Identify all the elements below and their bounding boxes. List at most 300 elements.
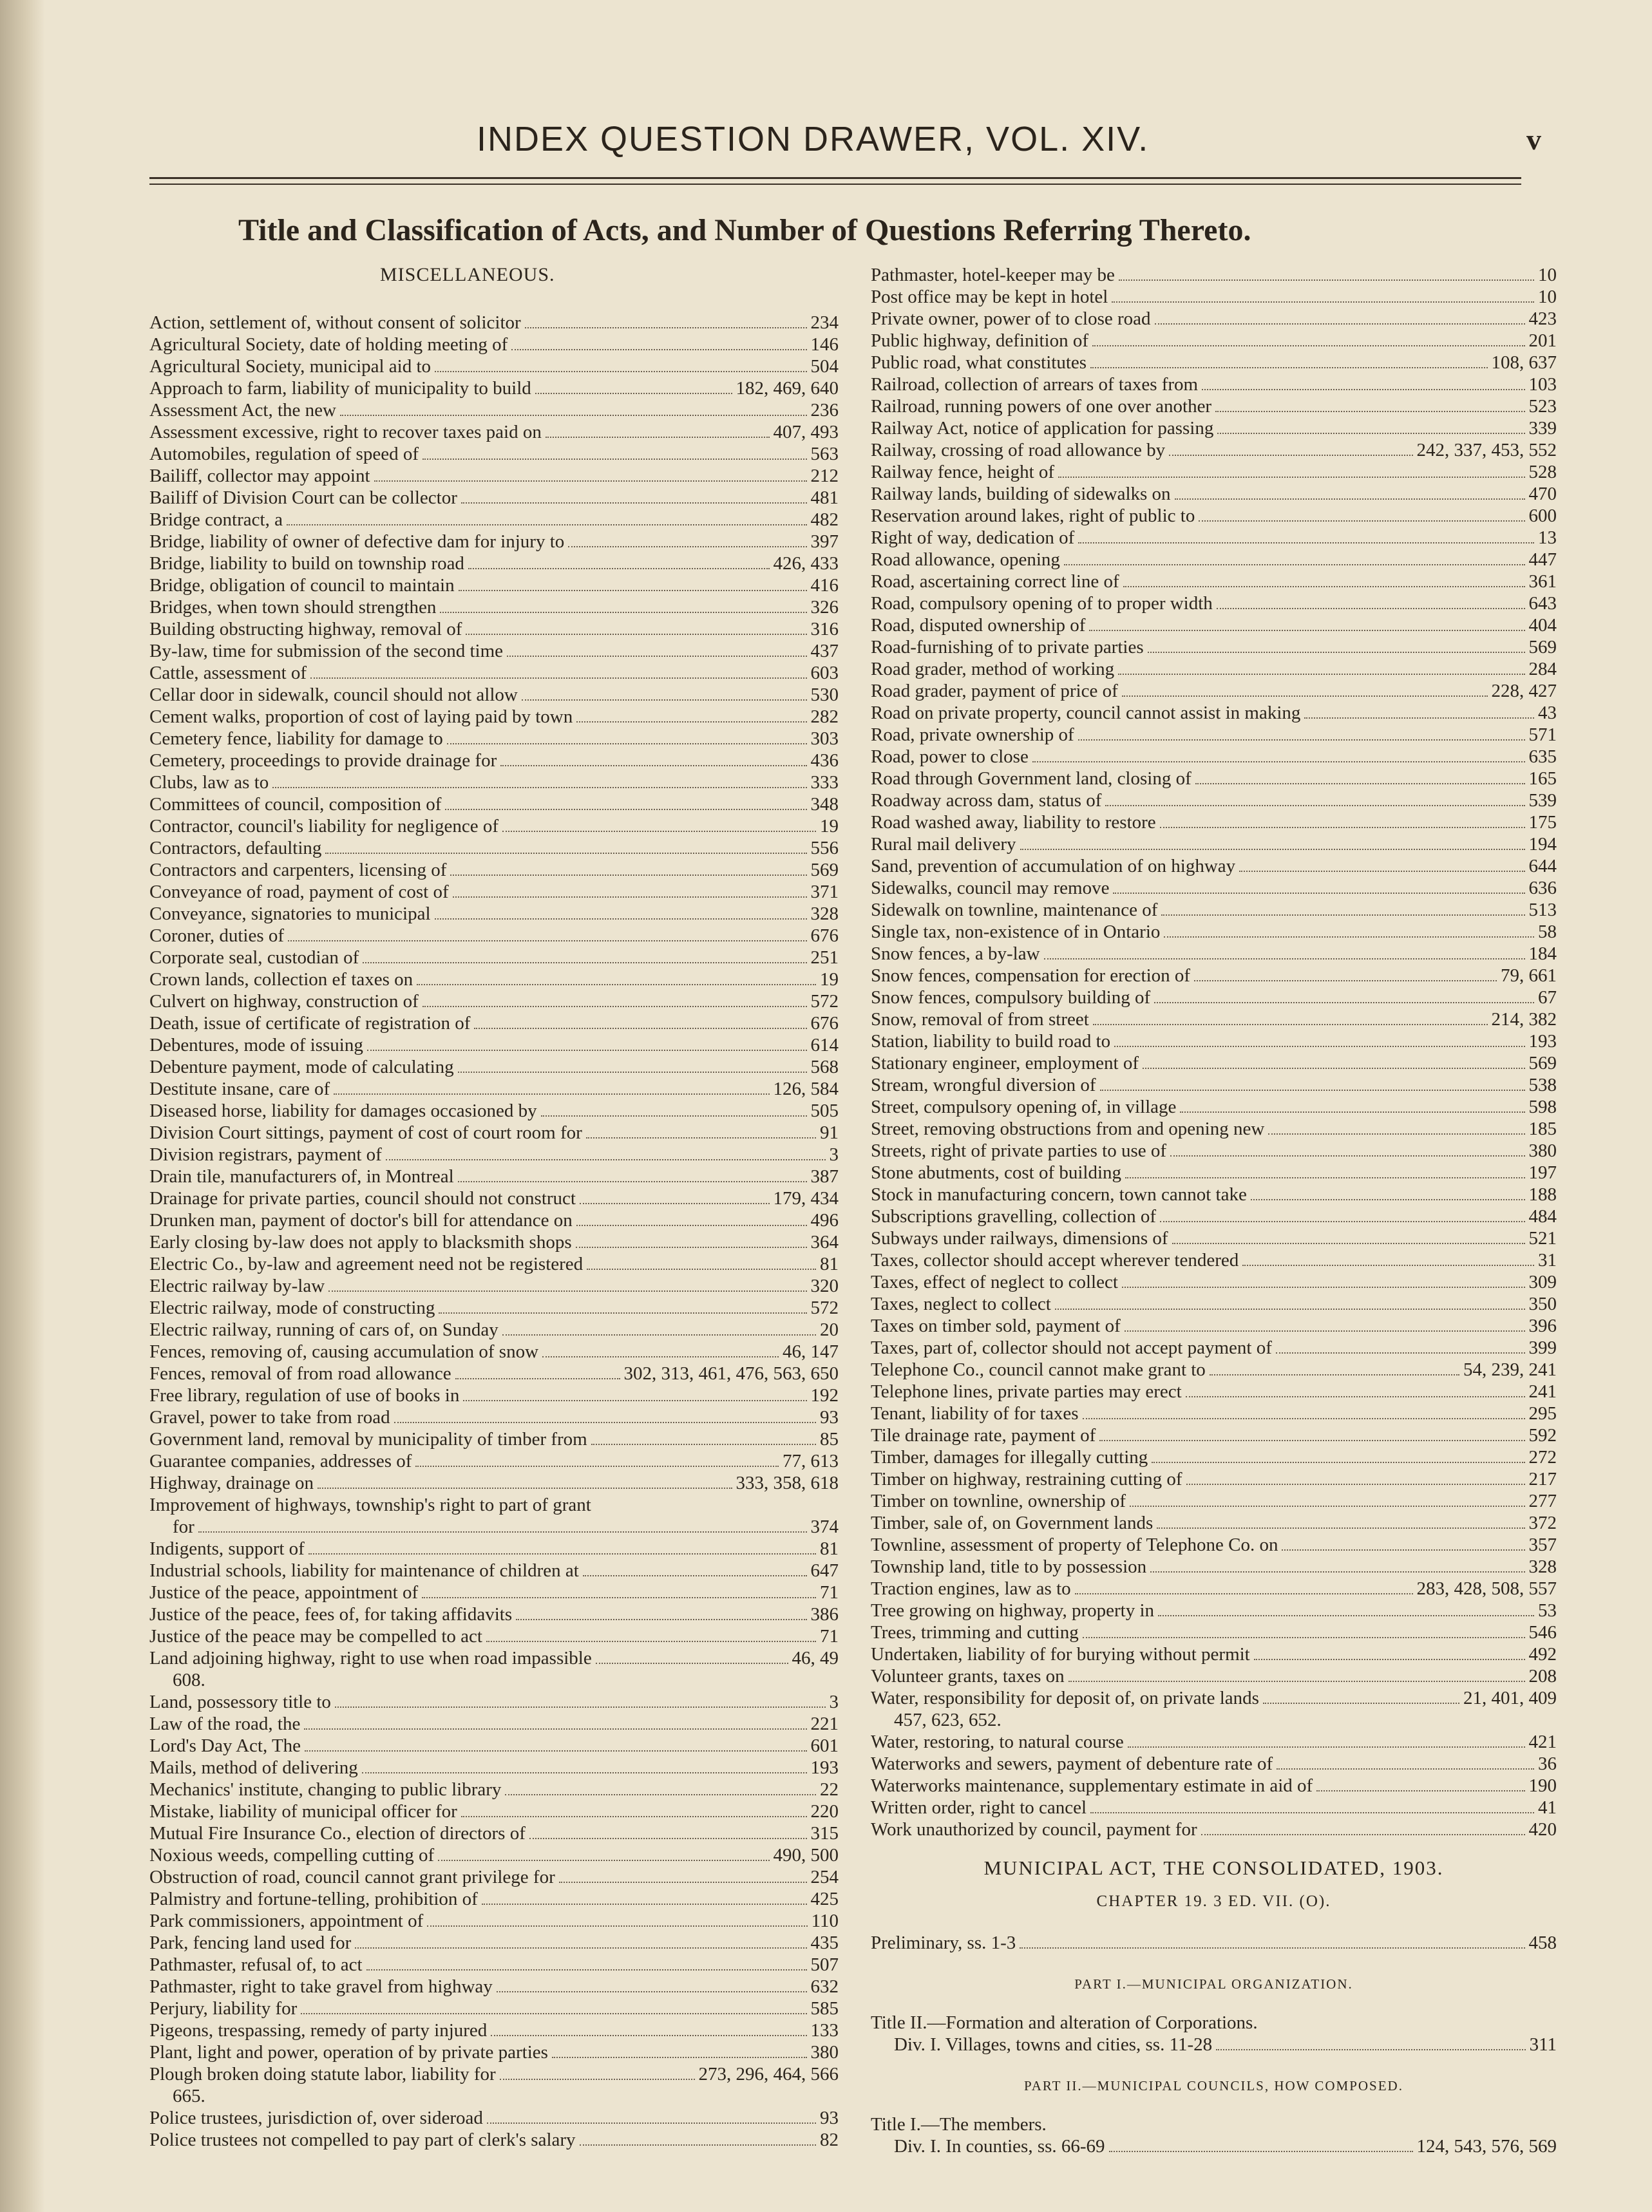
entry-pages: 328 <box>810 903 839 924</box>
entry-pages: 404 <box>1528 615 1557 636</box>
index-entry <box>871 1621 1557 1643</box>
index-entry <box>871 1731 1557 1753</box>
index-entry <box>149 990 839 1012</box>
entry-label: Death, issue of certificate of registration of <box>149 1013 471 1034</box>
dot-leader <box>580 1203 770 1204</box>
entry-pages: 71 <box>820 1626 839 1647</box>
entry-pages: 22 <box>820 1779 839 1800</box>
index-entry <box>149 1100 839 1122</box>
entry-label: Debentures, mode of issuing <box>149 1035 363 1055</box>
dot-leader <box>417 984 816 985</box>
entry-pages: 212 <box>810 466 839 486</box>
entry-label: Pathmaster, refusal of, to act <box>149 1954 363 1975</box>
dot-leader <box>1058 477 1524 478</box>
dot-leader <box>1239 871 1524 872</box>
index-entry <box>149 969 839 990</box>
index-entry <box>871 1665 1557 1687</box>
dot-leader <box>1217 433 1524 434</box>
entry-label: Telephone Co., council cannot make grant to <box>871 1359 1206 1380</box>
dot-leader <box>487 2122 816 2124</box>
entry-label: Stock in manufacturing concern, town cannot take <box>871 1184 1247 1205</box>
dot-leader <box>1276 1352 1525 1354</box>
dot-leader <box>1125 1177 1524 1178</box>
entry-label: Contractors, defaulting <box>149 838 322 858</box>
entry-label: Guarantee companies, addresses of <box>149 1451 412 1471</box>
dot-leader <box>1130 1506 1524 1507</box>
dot-leader <box>310 677 806 679</box>
dot-leader <box>1154 1002 1534 1003</box>
entry-label: Contractors and carpenters, licensing of <box>149 860 447 880</box>
index-entry <box>149 1647 839 1669</box>
index-entry <box>149 2019 839 2041</box>
entry-label: Gravel, power to take from road <box>149 1407 390 1428</box>
dot-leader <box>1217 608 1525 609</box>
entry-label: Preliminary, ss. 1-3 <box>871 1933 1016 1953</box>
index-entry <box>149 1954 839 1976</box>
dot-leader <box>535 393 732 394</box>
entry-pages: 126, 584 <box>773 1079 839 1099</box>
index-entry <box>149 1582 839 1603</box>
entry-label: Automobiles, regulation of speed of <box>149 444 419 464</box>
index-entry <box>149 1888 839 1910</box>
dot-leader <box>1143 1068 1525 1069</box>
entry-pages: 91 <box>820 1122 839 1143</box>
entry-pages: 632 <box>810 1976 839 1997</box>
dot-leader <box>1160 827 1525 828</box>
dot-leader <box>435 371 806 372</box>
index-entry <box>871 1753 1557 1775</box>
entry-label: Highway, drainage on <box>149 1473 314 1493</box>
page-number: v <box>1526 123 1541 156</box>
dot-leader <box>435 918 807 920</box>
dot-leader <box>474 1028 806 1029</box>
entry-pages: 67 <box>1538 987 1557 1008</box>
entry-pages: 81 <box>820 1254 839 1274</box>
entry-pages: 201 <box>1528 330 1557 351</box>
entry-label: Bridge, obligation of council to maintain <box>149 575 455 596</box>
index-entry <box>149 1713 839 1735</box>
index-entry <box>149 2107 839 2129</box>
dot-leader <box>1210 1374 1459 1375</box>
entry-label: Fences, removal of from road allowance <box>149 1363 451 1384</box>
index-entry <box>871 1512 1557 1534</box>
entry-pages: 31 <box>1538 1250 1557 1271</box>
index-entry <box>149 1472 839 1494</box>
entry-label: Stone abutments, cost of building <box>871 1162 1122 1183</box>
entry-label: Railway Act, notice of application for passing <box>871 418 1214 439</box>
dot-leader <box>288 940 806 941</box>
index-entry <box>149 1603 839 1625</box>
entry-pages: 10 <box>1538 265 1557 285</box>
dot-leader <box>552 2057 807 2058</box>
index-entry <box>871 943 1557 965</box>
entry-label: Timber on townline, ownership of <box>871 1491 1126 1511</box>
dot-leader <box>542 1356 779 1357</box>
dot-leader <box>1254 1659 1525 1660</box>
entry-pages: 10 <box>1538 287 1557 307</box>
entry-pages: 348 <box>810 794 839 815</box>
dot-leader <box>1164 936 1534 938</box>
index-entry <box>149 1166 839 1187</box>
dot-leader <box>1020 849 1525 850</box>
entry-pages: 676 <box>810 1013 839 1034</box>
entry-pages: 643 <box>1528 593 1557 614</box>
index-entry <box>149 1056 839 1078</box>
entry-pages: 85 <box>820 1429 839 1450</box>
dot-leader <box>1122 695 1488 697</box>
index-entry <box>871 1775 1557 1797</box>
index-entry <box>149 1319 839 1341</box>
entry-label: Mistake, liability of municipal officer for <box>149 1801 457 1822</box>
dot-leader <box>529 1838 807 1839</box>
entry-label: Rural mail delivery <box>871 834 1016 855</box>
entry-label: Road washed away, liability to restore <box>871 812 1156 833</box>
entry-label: Taxes, neglect to collect <box>871 1294 1051 1314</box>
entry-pages: 350 <box>1528 1294 1557 1314</box>
dot-leader <box>1268 1133 1524 1135</box>
index-entry <box>149 1363 839 1385</box>
index-entry <box>149 815 839 837</box>
index-entry <box>871 1293 1557 1315</box>
index-entry <box>871 417 1557 439</box>
dot-leader <box>1201 1834 1525 1835</box>
index-entry <box>871 1008 1557 1030</box>
entry-pages: 19 <box>820 816 839 837</box>
dot-leader <box>1125 1330 1525 1332</box>
dot-leader <box>1068 1681 1525 1682</box>
dot-leader <box>1195 783 1525 784</box>
left-column <box>149 312 839 2151</box>
entry-label: Public road, what constitutes <box>871 352 1087 373</box>
municipal-act-title: MUNICIPAL ACT, THE CONSOLIDATED, 1903. <box>983 1857 1444 1879</box>
index-entry <box>149 2063 839 2085</box>
dot-leader <box>1186 1484 1525 1485</box>
entry-pages: 234 <box>810 312 839 333</box>
index-entry <box>871 483 1557 505</box>
index-entry <box>871 1643 1557 1665</box>
index-entry <box>149 1976 839 1998</box>
index-entry <box>871 1578 1557 1600</box>
entry-label: Police trustees not compelled to pay part of clerk's salary <box>149 2130 576 2150</box>
entry-label: Justice of the peace, fees of, for taking affidavits <box>149 1604 513 1625</box>
entry-label: Road-furnishing of to private parties <box>871 637 1144 657</box>
dot-leader <box>301 2013 806 2014</box>
dot-leader <box>568 546 806 547</box>
index-entry <box>149 1341 839 1363</box>
entry-pages: 482 <box>810 509 839 530</box>
entry-pages: 221 <box>810 1714 839 1734</box>
entry-pages: 333 <box>810 772 839 793</box>
dot-leader <box>1277 1768 1534 1770</box>
index-entry <box>871 571 1557 592</box>
entry-pages: 361 <box>1528 571 1557 592</box>
dot-leader <box>325 853 806 854</box>
dot-leader <box>1242 1265 1534 1266</box>
entry-label: Government land, removal by municipality of timber from <box>149 1429 587 1450</box>
entry-pages: 437 <box>810 641 839 661</box>
entry-pages: 614 <box>810 1035 839 1055</box>
index-entry <box>149 728 839 750</box>
entry-pages: 421 <box>1528 1732 1557 1752</box>
index-entry <box>871 1424 1557 1446</box>
dot-leader <box>1215 411 1524 412</box>
dot-leader <box>1158 1615 1534 1616</box>
index-entry <box>149 2041 839 2063</box>
entry-label: Snow fences, a by-law <box>871 943 1040 964</box>
index-entry <box>871 1030 1557 1052</box>
entry-label: Bridge contract, a <box>149 509 283 530</box>
index-entry <box>149 1275 839 1297</box>
index-entry <box>149 640 839 662</box>
entry-label: Building obstructing highway, removal of <box>149 619 462 639</box>
entry-pages: 490, 500 <box>773 1845 839 1866</box>
index-entry <box>149 1560 839 1582</box>
entry-pages: 303 <box>810 728 839 749</box>
dot-leader <box>1089 630 1524 631</box>
entry-pages: 436 <box>810 750 839 771</box>
entry-pages: 513 <box>1528 900 1557 920</box>
dot-leader <box>1113 893 1524 894</box>
index-entry <box>149 1122 839 1144</box>
entry-label: Sand, prevention of accumulation of on highway <box>871 856 1236 876</box>
dot-leader <box>1169 455 1412 456</box>
entry-pages: 146 <box>810 334 839 355</box>
entry-label: Railroad, running powers of one over another <box>871 396 1212 417</box>
entry-label: Tenant, liability of for taxes <box>871 1403 1079 1424</box>
entry-label: Bridges, when town should strengthen <box>149 597 437 618</box>
index-entry <box>871 1271 1557 1293</box>
dot-leader <box>502 831 816 832</box>
entry-pages: 530 <box>810 685 839 705</box>
index-entry <box>149 1735 839 1757</box>
entry-pages: 273, 296, 464, 566 <box>698 2064 839 2084</box>
entry-pages: 569 <box>810 860 839 880</box>
dot-leader <box>1186 1396 1525 1397</box>
entry-label: Road on private property, council cannot assist in making <box>871 703 1301 723</box>
book-gutter <box>0 0 45 2212</box>
entry-label: Sidewalks, council may remove <box>871 878 1110 898</box>
entry-label: Destitute insane, care of <box>149 1079 330 1099</box>
index-entry <box>149 399 839 421</box>
index-entry <box>149 750 839 771</box>
index-entry <box>871 789 1557 811</box>
index-entry <box>149 1516 839 1538</box>
entry-pages: 19 <box>820 969 839 990</box>
index-entry <box>871 1249 1557 1271</box>
entry-label: Timber on highway, restraining cutting of <box>871 1469 1182 1489</box>
index-entry <box>871 549 1557 571</box>
dot-leader <box>1152 1462 1524 1463</box>
entry-pages: 372 <box>1528 1513 1557 1533</box>
dot-leader <box>1216 2049 1525 2050</box>
entry-label: Street, removing obstructions from and opening new <box>871 1119 1265 1139</box>
index-entry <box>871 505 1557 527</box>
dot-leader <box>491 2035 806 2036</box>
entry-pages: 636 <box>1528 878 1557 898</box>
index-entry <box>149 1450 839 1472</box>
index-entry <box>149 947 839 969</box>
index-entry <box>149 1998 839 2019</box>
dot-leader <box>335 1706 826 1708</box>
entry-label: Streets, right of private parties to use of <box>871 1140 1167 1161</box>
index-entry <box>149 1187 839 1209</box>
entry-pages: 165 <box>1528 768 1557 789</box>
dot-leader <box>1099 1440 1524 1441</box>
entry-pages: 504 <box>810 356 839 377</box>
entry-label: Public highway, definition of <box>871 330 1089 351</box>
entry-label: Railway, crossing of road allowance by <box>871 440 1166 460</box>
entry-label: Timber, damages for illegally cutting <box>871 1447 1148 1468</box>
dot-leader <box>591 1444 816 1445</box>
index-entry <box>149 1844 839 1866</box>
index-entry <box>149 312 839 334</box>
index-entry <box>149 2085 839 2107</box>
entry-label: Electric Co., by-law and agreement need not be registered <box>149 1254 584 1274</box>
entry-label: Approach to farm, liability of municipality to build <box>149 378 531 399</box>
entry-label: Taxes, effect of neglect to collect <box>871 1272 1118 1292</box>
dot-leader <box>394 1422 816 1423</box>
index-entry <box>871 1446 1557 1468</box>
index-entry <box>149 1012 839 1034</box>
dot-leader <box>507 656 806 657</box>
dot-leader <box>422 1597 816 1598</box>
entry-label: Stream, wrongful diversion of <box>871 1075 1096 1095</box>
index-entry <box>871 724 1557 746</box>
entry-pages: 572 <box>810 1298 839 1318</box>
index-entry <box>149 837 839 859</box>
entry-pages: 217 <box>1528 1469 1557 1489</box>
dot-leader <box>1170 1155 1524 1157</box>
dot-leader <box>546 437 770 438</box>
entry-pages: 21, 401, 409 <box>1463 1688 1557 1708</box>
entry-label: Police trustees, jurisdiction of, over sideroad <box>149 2108 483 2128</box>
dot-leader <box>1064 564 1525 565</box>
dot-leader <box>1128 1746 1525 1748</box>
entry-pages: 79, 661 <box>1501 965 1557 986</box>
entry-pages: 426, 433 <box>773 553 839 574</box>
dot-leader <box>497 1991 807 1992</box>
index-entry <box>871 1118 1557 1140</box>
index-entry <box>871 461 1557 483</box>
index-entry <box>149 1494 839 1516</box>
dot-leader <box>422 1006 807 1007</box>
index-entry <box>871 1468 1557 1490</box>
entry-pages: 470 <box>1528 484 1557 504</box>
entry-label: Road, power to close <box>871 746 1029 767</box>
dot-leader <box>422 458 807 460</box>
index-entry <box>871 1315 1557 1337</box>
dot-leader <box>334 1093 769 1095</box>
index-entry <box>149 1669 839 1691</box>
entry-pages: 302, 313, 461, 476, 563, 650 <box>623 1363 839 1384</box>
entry-label: Cement walks, proportion of cost of laying paid by town <box>149 706 573 727</box>
dot-leader <box>500 765 806 766</box>
entry-label: Street, compulsory opening of, in village <box>871 1097 1177 1117</box>
entry-pages: 635 <box>1528 746 1557 767</box>
entry-label: Drainage for private parties, council should not construct <box>149 1188 576 1209</box>
index-entry <box>871 614 1557 636</box>
entry-pages: 539 <box>1528 790 1557 811</box>
entry-label: Indigents, support of <box>149 1538 305 1559</box>
dot-leader <box>1282 1549 1524 1551</box>
index-entry <box>871 1709 1557 1731</box>
index-entry <box>149 531 839 553</box>
dot-leader <box>525 327 807 328</box>
entry-label: Water, restoring, to natural course <box>871 1732 1124 1752</box>
dot-leader <box>287 524 807 525</box>
index-entry <box>871 702 1557 724</box>
index-entry <box>871 1096 1557 1118</box>
index-entry <box>871 395 1557 417</box>
entry-label: Road allowance, opening <box>871 549 1060 570</box>
entry-pages: 380 <box>810 2042 839 2063</box>
index-entry <box>871 658 1557 680</box>
entry-label: Obstruction of road, council cannot grant privilege for <box>149 1867 555 1887</box>
entry-pages: 184 <box>1528 943 1557 964</box>
dot-leader <box>461 502 807 504</box>
dot-leader <box>367 1050 807 1051</box>
entry-label: Crown lands, collection ef taxes on <box>149 969 413 990</box>
index-entry <box>149 1932 839 1954</box>
index-entry <box>871 1359 1557 1381</box>
entry-pages: 190 <box>1528 1775 1557 1796</box>
dot-leader <box>461 1816 807 1817</box>
index-entry <box>149 421 839 443</box>
dot-leader <box>1100 1090 1525 1091</box>
dot-leader <box>1316 1790 1524 1791</box>
dot-leader <box>576 1247 807 1248</box>
entry-pages: 416 <box>810 575 839 596</box>
index-entry <box>149 465 839 487</box>
entry-label: Snow fences, compulsory building of <box>871 987 1151 1008</box>
entry-label: Township land, title to by possession <box>871 1556 1147 1577</box>
dot-leader <box>468 568 770 569</box>
entry-label: Road grader, method of working <box>871 659 1115 679</box>
entry-label: Justice of the peace may be compelled to act <box>149 1626 482 1647</box>
entry-pages: 46, 147 <box>783 1341 839 1362</box>
entry-pages: 481 <box>810 487 839 508</box>
index-entry <box>149 1866 839 1888</box>
entry-pages: 282 <box>810 706 839 727</box>
dot-leader <box>1202 389 1524 390</box>
entry-label: Road, disputed ownership of <box>871 615 1086 636</box>
entry-label: Conveyance, signatories to municipal <box>149 903 431 924</box>
entry-label: Park commissioners, appointment of <box>149 1911 424 1931</box>
entry-pages: 182, 469, 640 <box>736 378 839 399</box>
index-entry <box>149 1538 839 1560</box>
entry-label: Corporate seal, custodian of <box>149 947 359 968</box>
index-entry <box>871 1205 1557 1227</box>
entry-pages: 339 <box>1528 418 1557 439</box>
entry-pages: 598 <box>1528 1097 1557 1117</box>
index-entry <box>871 330 1557 352</box>
entry-pages: 374 <box>810 1517 839 1537</box>
entry-label: Timber, sale of, on Government lands <box>871 1513 1154 1533</box>
entry-pages: 407, 493 <box>773 422 839 442</box>
dot-leader <box>1199 520 1524 522</box>
entry-label: Division registrars, payment of <box>149 1144 382 1165</box>
entry-label: Div. I. In counties, ss. 66-69 <box>894 2136 1105 2157</box>
index-entry <box>871 2135 1557 2157</box>
index-entry <box>149 1144 839 1166</box>
index-entry <box>149 334 839 355</box>
entry-label: Bridge, liability to build on township road <box>149 553 464 574</box>
index-entry <box>149 618 839 640</box>
entry-label: Agricultural Society, date of holding meeting of <box>149 334 508 355</box>
index-entry <box>149 487 839 509</box>
dot-leader <box>1251 1199 1525 1200</box>
entry-pages: 585 <box>810 1998 839 2019</box>
